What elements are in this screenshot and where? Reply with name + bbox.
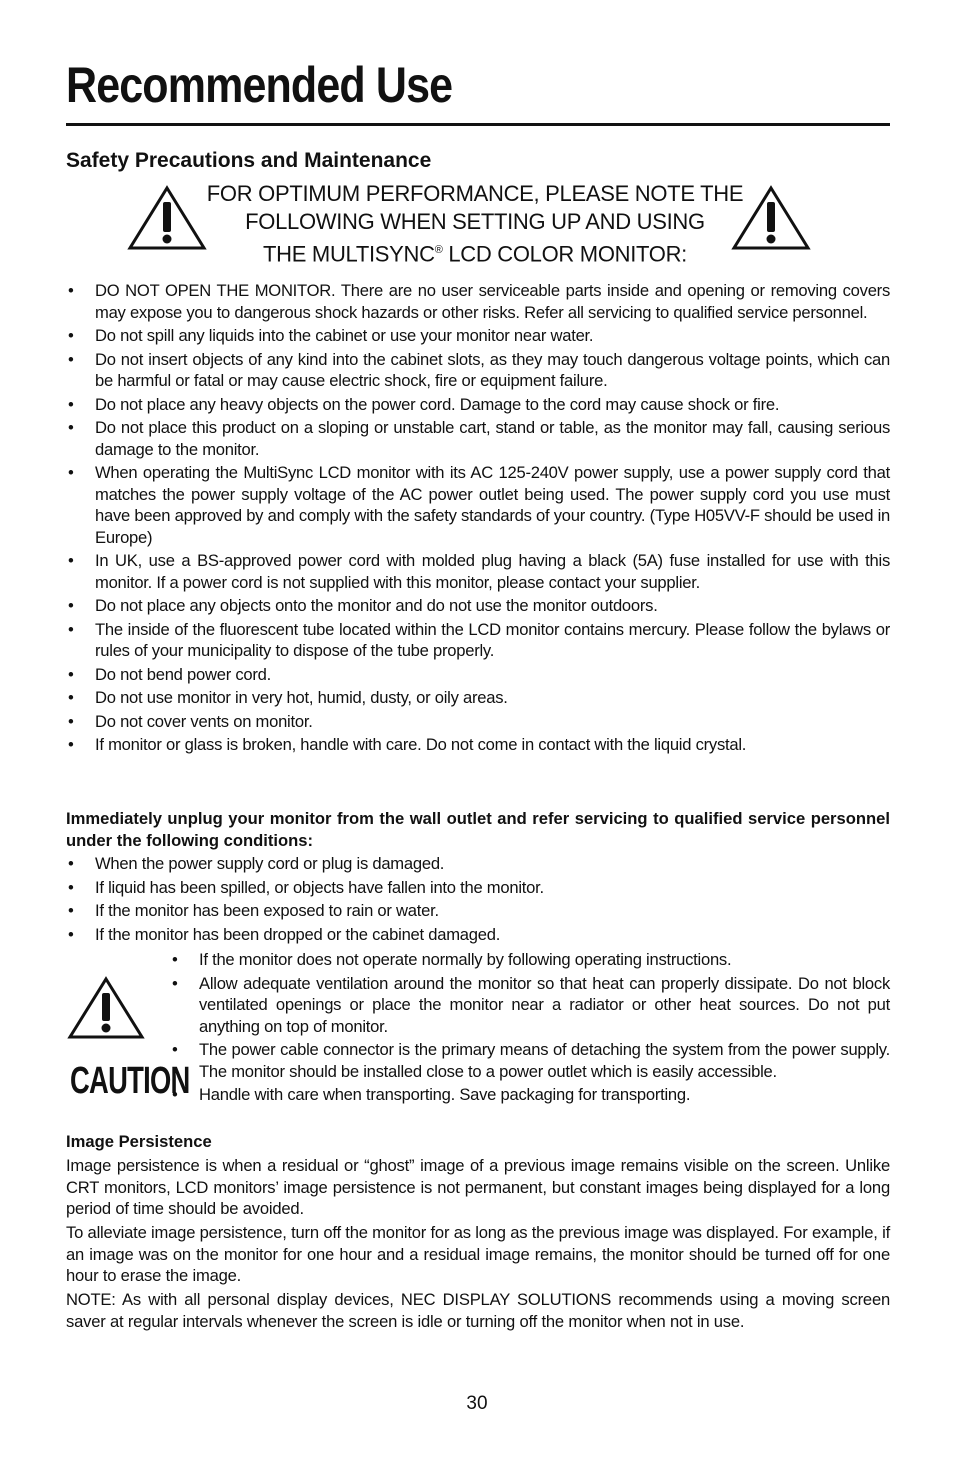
- notice-block: [190, 180, 760, 268]
- image-persistence-paragraph: To alleviate image persistence, turn off the monitor for as long as the previous image was displayed. For example, if an image was on the monitor for one hour and a residual image remains, the monitor should be turned off for one hour to erase the image.: [66, 1223, 890, 1285]
- list-item: • When operating the MultiSync LCD monitor with its AC 125-240V power supply, use a power supply cord that matches the power supply voltage of the AC power outlet being used. The power supply cord you use must have been approved by and comply with the safety standards of your country. (Type H05VV-F should be used in Europe): [66, 462, 890, 548]
- list-item: • Allow adequate ventilation around the monitor so that heat can properly dissipate. Do not block ventilated openings or place the monitor near a radiator or other heat sources. Do not put anything on top of monitor.: [170, 973, 890, 1038]
- list-item: • DO NOT OPEN THE MONITOR. There are no user serviceable parts inside and opening or removing covers may expose you to dangerous shock hazards or other risks. Refer all servicing to qualified service personnel.: [66, 280, 890, 323]
- list-item: • If the monitor does not operate normally by following operating instructions.: [170, 949, 890, 971]
- list-item: • Do not place this product on a sloping or unstable cart, stand or table, as the monitor may fall, causing serious damage to the monitor.: [66, 417, 890, 460]
- list-item: • The power cable connector is the primary means of detaching the system from the power supply. The monitor should be installed close to a power outlet which is easily accessible.: [170, 1039, 890, 1082]
- page-title: Recommended Use: [66, 57, 453, 113]
- image-persistence-note: NOTE: As with all personal display devices, NEC DISPLAY SOLUTIONS recommends using a moving screen saver at regular intervals whenever the screen is idle or turning off the monitor when not in use.: [66, 1290, 890, 1331]
- list-item: • Do not bend power cord.: [66, 664, 890, 686]
- list-item: • Do not place any objects onto the monitor and do not use the monitor outdoors.: [66, 595, 890, 617]
- notice-line-1: FOR OPTIMUM PERFORMANCE, PLEASE NOTE THE: [206, 181, 744, 206]
- caution-triangle-icon: [66, 975, 146, 1041]
- list-item: • If liquid has been spilled, or objects have fallen into the monitor.: [66, 877, 890, 899]
- image-persistence-paragraph: Image persistence is when a residual or “ghost” image of a previous image remains visible on the screen. Unlike CRT monitors, LCD monitors’ image persistence is not permanent, but constant images being displayed for a long period of time should be avoided.: [66, 1156, 890, 1218]
- list-item: • Do not cover vents on monitor.: [66, 711, 890, 733]
- list-item: • If the monitor has been exposed to rain or water.: [66, 900, 890, 922]
- section-heading: Safety Precautions and Maintenance: [66, 149, 432, 172]
- unplug-heading: Immediately unplug your monitor from the wall outlet and refer servicing to qualified service personnel under the following conditions:: [66, 809, 890, 850]
- list-item: • In UK, use a BS-approved power cord with molded plug having a black (5A) fuse installed for use with this monitor. If a power cord is not supplied with this monitor, please contact your supplier.: [66, 550, 890, 593]
- page-number: 30: [466, 1393, 488, 1414]
- caution-list: [170, 949, 890, 1108]
- registered-mark: ®: [434, 244, 443, 256]
- list-item: • If monitor or glass is broken, handle with care. Do not come in contact with the liquid crystal.: [66, 734, 890, 756]
- warning-triangle-icon: [730, 184, 812, 252]
- notice-line-2: FOLLOWING WHEN SETTING UP AND USING: [245, 209, 705, 234]
- list-item: • Do not use monitor in very hot, humid, dusty, or oily areas.: [66, 687, 890, 709]
- list-item: • Do not spill any liquids into the cabinet or use your monitor near water.: [66, 325, 890, 347]
- image-persistence-heading: Image Persistence: [66, 1132, 212, 1151]
- notice-line-3: THE MULTISYNC® LCD COLOR MONITOR:: [263, 241, 687, 267]
- list-item: • Do not insert objects of any kind into the cabinet slots, as they may touch dangerous voltage points, which can be harmful or fatal or may cause electric shock, fire or equipment failure.: [66, 349, 890, 392]
- list-item: • If the monitor has been dropped or the cabinet damaged.: [66, 924, 890, 946]
- list-item: • Handle with care when transporting. Save packaging for transporting.: [170, 1084, 890, 1106]
- unplug-conditions-list: [66, 853, 890, 947]
- title-rule: [66, 123, 890, 126]
- list-item: • The inside of the fluorescent tube located within the LCD monitor contains mercury. Please follow the bylaws or rules of your municipality to dispose of the tube properly.: [66, 619, 890, 662]
- list-item: • When the power supply cord or plug is damaged.: [66, 853, 890, 875]
- caution-label: CAUTION: [70, 1060, 190, 1102]
- precautions-list: [66, 280, 890, 758]
- list-item: • Do not place any heavy objects on the power cord. Damage to the cord may cause shock or fire.: [66, 394, 890, 416]
